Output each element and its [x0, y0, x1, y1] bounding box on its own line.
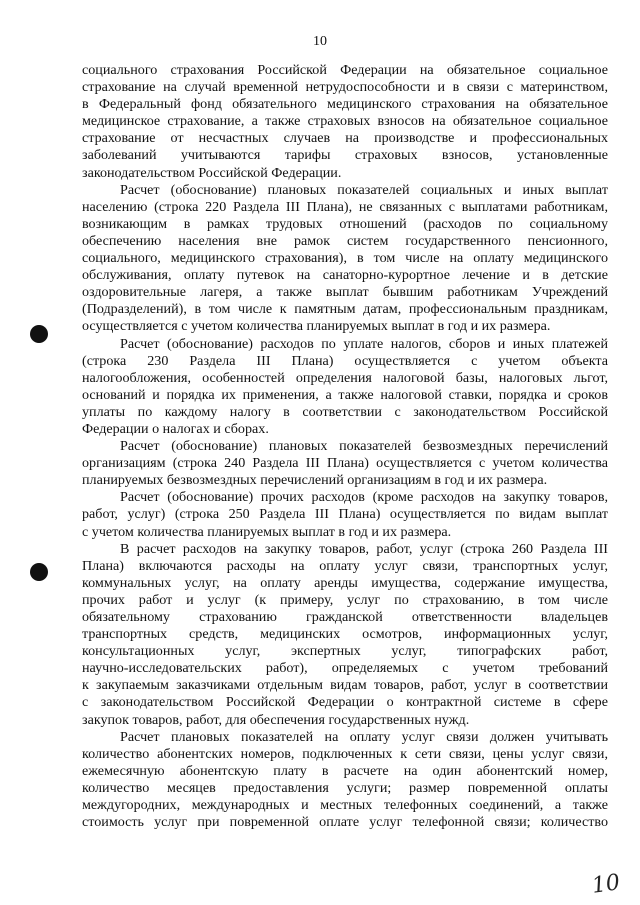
paragraph — [82, 336, 608, 439]
text-line: оздоровительные лагеря, а также выплат бывшим работникам Учреждений — [82, 284, 608, 301]
text-line: с учетом количества планируемых выплат в год и их размера. — [82, 523, 452, 540]
text-line: количество месяцев предоставления услуги; размер повременной оплаты — [82, 779, 608, 796]
paragraph — [82, 182, 608, 336]
page-number: 10 — [313, 34, 327, 49]
text-line: планируемых безвозмездных перечислений организациям в год и их размера. — [82, 472, 548, 489]
text-line: уплаты по каждому налогу в соответствии с законодательством Российской — [82, 403, 608, 420]
text-line: закупок товаров, работ, для обеспечения государственных нужд. — [82, 711, 470, 728]
paragraph — [82, 489, 608, 540]
text-line: социального, медицинского страхования), в том числе на оплату медицинского — [82, 250, 608, 267]
text-line: ежемесячную абонентскую плату в расчете на один абонентский номер, — [82, 762, 608, 779]
text-line: организациям (строка 240 Раздела III Плана) осуществляется с учетом количества — [82, 455, 608, 472]
paragraph — [82, 541, 608, 729]
text-line: Расчет (обоснование) прочих расходов (кроме расходов на закупку товаров, — [120, 489, 608, 506]
text-line: Расчет плановых показателей на оплату услуг связи должен учитывать — [120, 728, 608, 745]
handwritten-page-number: 10 — [590, 870, 622, 899]
text-line: Расчет (обоснование) плановых показателей безвозмездных перечислений — [120, 438, 608, 455]
text-line: возникающим в рамках трудовых отношений (расходов по социальному — [82, 215, 608, 232]
text-line: (строка 230 Раздела III Плана) осуществляется с учетом объекта — [82, 352, 608, 369]
text-line: социального страхования Российской Федерации на обязательное социальное — [82, 62, 608, 78]
text-line: обязательному страхованию гражданской ответственности владельцев — [82, 609, 608, 625]
text-line: населению (строка 220 Раздела III Плана), не связанных с выплатами работникам, — [82, 198, 608, 215]
text-line: (Подразделений), в том числе к памятным датам, профессиональным праздникам, — [82, 301, 608, 318]
text-line: транспортных средств, медицинских осмотров, информационных услуг, — [82, 626, 608, 643]
text-line: В расчет расходов на закупку товаров, работ, услуг (строка 260 Раздела III — [120, 540, 608, 557]
text-line: законодательством Российской Федерации. — [82, 164, 342, 181]
text-line: коммунальных услуг, на оплату аренды имущества, содержание имущества, — [82, 574, 608, 591]
text-line: Расчет (обоснование) расходов по уплате налогов, сборов и иных платежей — [120, 335, 608, 352]
text-line: к закупаемым заказчиками отдельным видам товаров, работ, услуг в соответствии — [82, 677, 608, 694]
text-line: оснований и порядка их применения, а также налоговой ставки, порядка и сроков — [82, 386, 608, 403]
text-line: осуществляется с учетом количества планируемых выплат в год и их размера. — [82, 318, 551, 335]
binder-hole-bottom — [30, 563, 48, 581]
text-line: работ, услуг) (строка 250 Раздела III Плана) осуществляется по видам выплат — [82, 506, 608, 523]
binder-hole-top — [30, 325, 48, 343]
text-line: налогообложения, особенностей определения налоговой базы, налоговых льгот, — [82, 369, 608, 386]
text-line: в Федеральный фонд обязательного медицинского страхования на обязательное — [82, 96, 608, 113]
text-line: обеспечению населения вне рамок систем государственного пенсионного, — [82, 232, 608, 249]
text-line: медицинское страхование, а также страховых взносов на обязательное социальное — [82, 113, 608, 130]
text-line: консультационных услуг, экспертных услуг, типографских работ, — [82, 643, 608, 660]
text-line: с законодательством Российской Федерации о контрактной системе в сфере — [82, 694, 608, 711]
text-line: Федерации о налогах и сборах. — [82, 420, 269, 437]
text-line: прочих работ и услуг (к примеру, услуг по страхованию, в том числе — [82, 591, 608, 608]
paragraph — [82, 438, 608, 489]
text-line: обслуживания, оплату путевок на санаторно-курортное лечение и в детские — [82, 267, 608, 284]
paragraph — [82, 62, 608, 182]
text-line: Плана) включаются расходы на оплату услуг связи, транспортных услуг, — [82, 557, 608, 574]
text-line: страхование на случай временной нетрудоспособности и в связи с материнством, — [82, 79, 608, 96]
text-line: Расчет (обоснование) плановых показателей социальных и иных выплат — [120, 181, 608, 198]
text-line: страхование от несчастных случаев на производстве и профессиональных — [82, 130, 608, 147]
text-line: междугородних, международных и местных телефонных соединений, а также — [82, 797, 608, 814]
text-line: количество абонентских номеров, подключенных к сети связи, цены услуг связи, — [82, 745, 608, 762]
text-line: стоимость услуг при повременной оплате услуг телефонной связи; количество — [82, 814, 608, 831]
text-line: научно-исследовательских работ), определяемых с учетом требований — [82, 660, 608, 677]
text-line: заболеваний учитываются тарифы страховых взносов, установленные — [82, 147, 608, 164]
document-body — [82, 62, 608, 831]
paragraph — [82, 729, 608, 832]
